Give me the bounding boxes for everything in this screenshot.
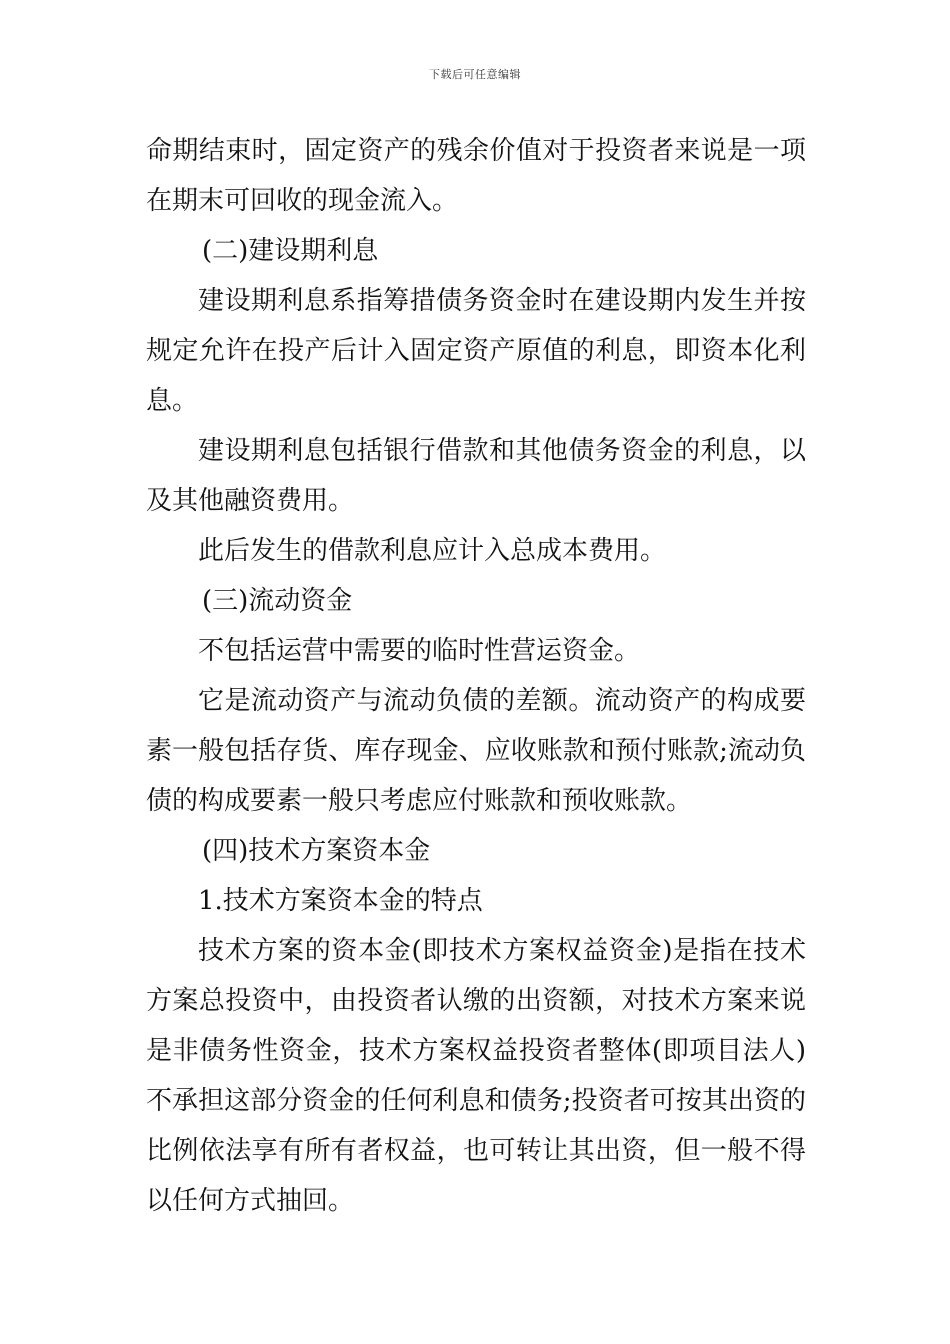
paragraph-working-capital-exclusion: 不包括运营中需要的临时性营运资金。 xyxy=(198,636,641,666)
section-heading-project-capital: (四)技术方案资本金 xyxy=(202,836,431,866)
paragraph-later-interest: 此后发生的借款利息应计入总成本费用。 xyxy=(198,536,667,566)
document-body xyxy=(146,126,806,1226)
paragraph-construction-interest-definition: 建设期利息系指筹措债务资金时在建设期内发生并按规定允许在投产后计入固定资产原值的利息，即资本化利息。 xyxy=(146,286,806,416)
page-header: 下载后可任意编辑 xyxy=(429,68,521,81)
paragraph-construction-interest-scope: 建设期利息包括银行借款和其他债务资金的利息，以及其他融资费用。 xyxy=(146,436,806,516)
section-heading-working-capital: (三)流动资金 xyxy=(202,586,353,616)
paragraph-project-capital-definition: 技术方案的资本金(即技术方案权益资金)是指在技术方案总投资中，由投资者认缴的出资额，对技术方案来说是非债务性资金，技术方案权益投资者整体(即项目法人)不承担这部分资金的任何利息和债务;投资者可按其出资的比例依法享有所有者权益，也可转让其出资，但一般不得以任何方式抽回。 xyxy=(146,936,806,1216)
paragraph-continuation: 命期结束时，固定资产的残余价值对于投资者来说是一项在期末可回收的现金流入。 xyxy=(146,136,806,216)
section-heading-construction-interest: (二)建设期利息 xyxy=(202,236,379,266)
paragraph-working-capital-definition: 它是流动资产与流动负债的差额。流动资产的构成要素一般包括存货、库存现金、应收账款和预付账款;流动负债的构成要素一般只考虑应付账款和预收账款。 xyxy=(146,686,806,816)
subheading-project-capital-features: 1.技术方案资本金的特点 xyxy=(198,886,483,916)
